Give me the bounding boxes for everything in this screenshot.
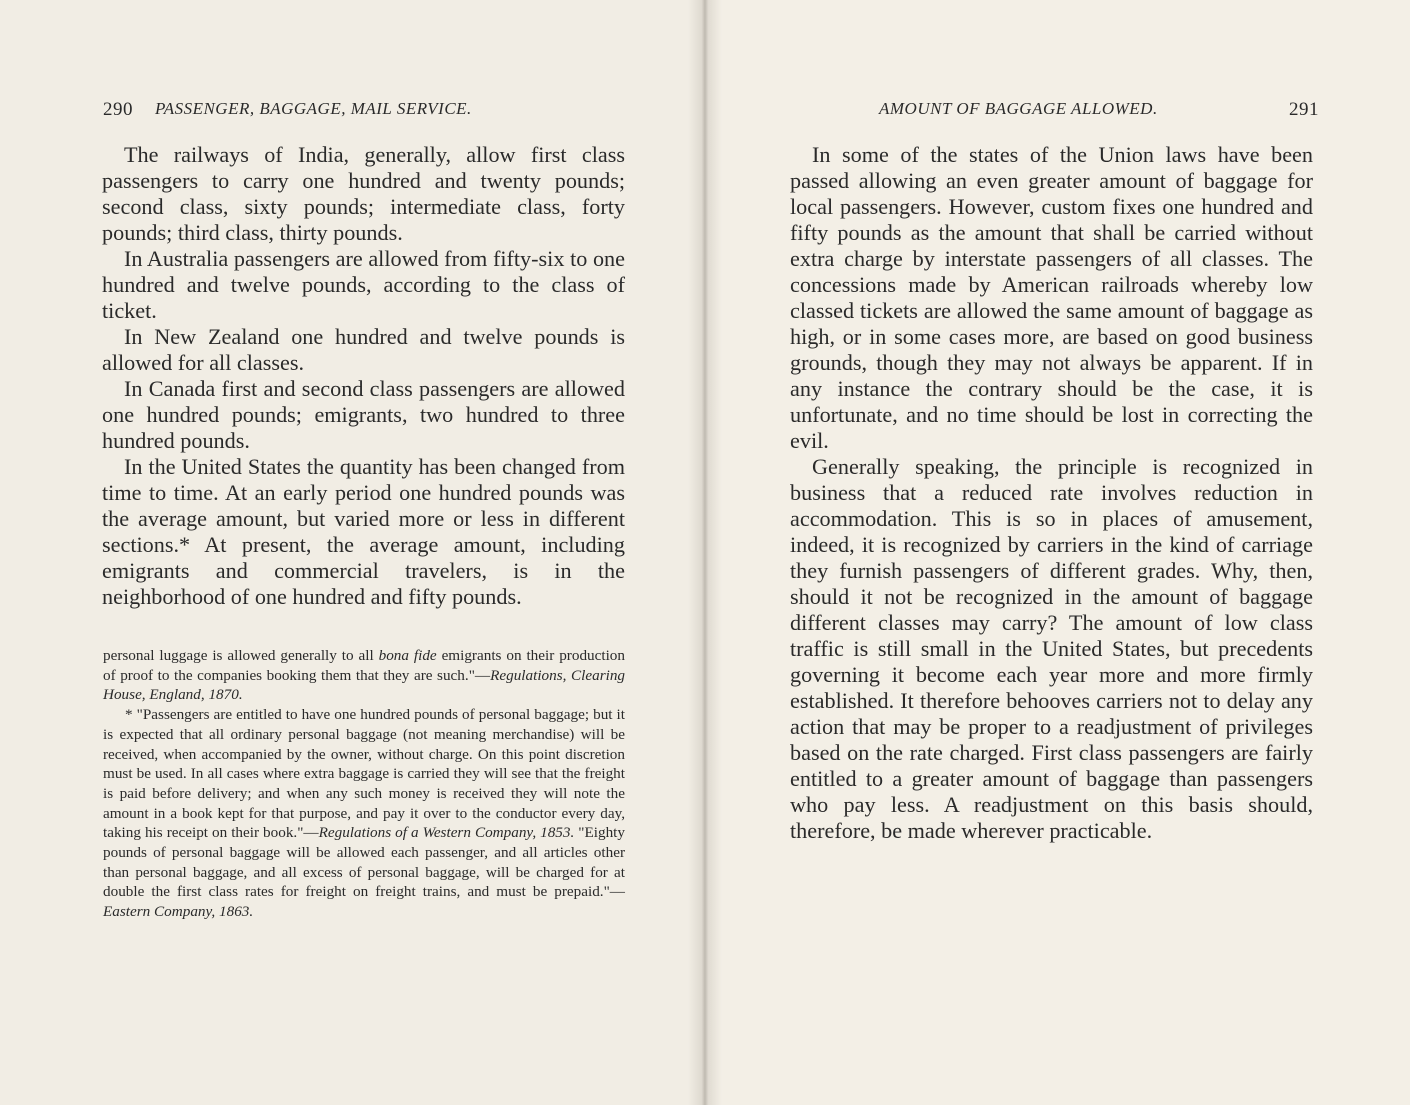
right-body-text bbox=[790, 142, 1313, 844]
running-head-left: PASSENGER, BAGGAGE, MAIL SERVICE. bbox=[155, 99, 472, 118]
footnote-continued: personal luggage is allowed generally to all bona fide emigrants on their production of proof to the companies booking them that they are such."—Regulations, Clearing House, England, 1870. bbox=[103, 647, 626, 704]
paragraph: The railways of India, generally, allow first class passengers to carry one hundred and twenty pounds; second class, sixty pounds; intermediate class, forty pounds; third class, thirty pounds. bbox=[102, 142, 625, 245]
book-gutter bbox=[688, 0, 722, 1105]
left-body-text bbox=[102, 142, 625, 610]
footnote-asterisk: * "Passengers are entitled to have one hundred pounds of personal baggage; but it is expected that all ordinary personal baggage (not meaning merchandise) will be received, when accompanied by the owner, without charge. On this point discretion must be used. In all cases where extra baggage is carried they will see that the freight is paid before delivery; and when any such money is received they will note the amount in a book kept for that purpose, and pay it over to the conductor every day, taking his receipt on their book."—Regulations of a Western Company, 1853. "Eighty pounds of personal baggage will be allowed each passenger, and all articles other than personal baggage, and all excess of personal baggage, will be charged for at double the first class rates for freight on freight trains, and must be prepaid."—Eastern Company, 1863. bbox=[103, 706, 625, 921]
right-page bbox=[705, 0, 1410, 1105]
paragraph: In New Zealand one hundred and twelve pounds is allowed for all classes. bbox=[102, 324, 625, 375]
page-number-left: 290 bbox=[103, 99, 133, 120]
footnotes bbox=[103, 646, 625, 922]
page-number-right: 291 bbox=[1289, 99, 1319, 120]
paragraph: In Australia passengers are allowed from fifty-six to one hundred and twelve pounds, according to the class of ticket. bbox=[102, 246, 625, 323]
right-page-header bbox=[879, 99, 1319, 121]
left-page-header bbox=[103, 99, 625, 121]
paragraph: In Canada first and second class passengers are allowed one hundred pounds; emigrants, two hundred to three hundred pounds. bbox=[102, 376, 625, 453]
paragraph: Generally speaking, the principle is recognized in business that a reduced rate involves reduction in accommodation. This is so in places of amusement, indeed, it is recognized by carriers in the kind of carriage they furnish passengers of different grades. Why, then, should it not be recognized in the amount of baggage different classes may carry? The amount of low class traffic is still small in the United States, but precedents governing it become each year more and more firmly established. It therefore behooves carriers not to delay any action that may be proper to a readjustment of privileges based on the rate charged. First class passengers are fairly entitled to a greater amount of baggage than passengers who pay less. A readjustment on this basis should, therefore, be made wherever practicable. bbox=[790, 454, 1313, 843]
running-head-right: AMOUNT OF BAGGAGE ALLOWED. bbox=[879, 99, 1158, 118]
paragraph: In the United States the quantity has been changed from time to time. At an early period one hundred pounds was the average amount, but varied more or less in different sections.* At present, the average amount, including emigrants and commercial travelers, is in the neighborhood of one hundred and fifty pounds. bbox=[102, 454, 625, 609]
paragraph: In some of the states of the Union laws have been passed allowing an even greater amount of baggage for local passengers. However, custom fixes one hundred and fifty pounds as the amount that shall be carried without extra charge by interstate passengers of all classes. The concessions made by American railroads whereby low classed tickets are allowed the same amount of baggage as high, or in some cases more, are based on good business grounds, though they may not always be apparent. If in any instance the contrary should be the case, it is unfortunate, and no time should be lost in correcting the evil. bbox=[790, 142, 1313, 453]
